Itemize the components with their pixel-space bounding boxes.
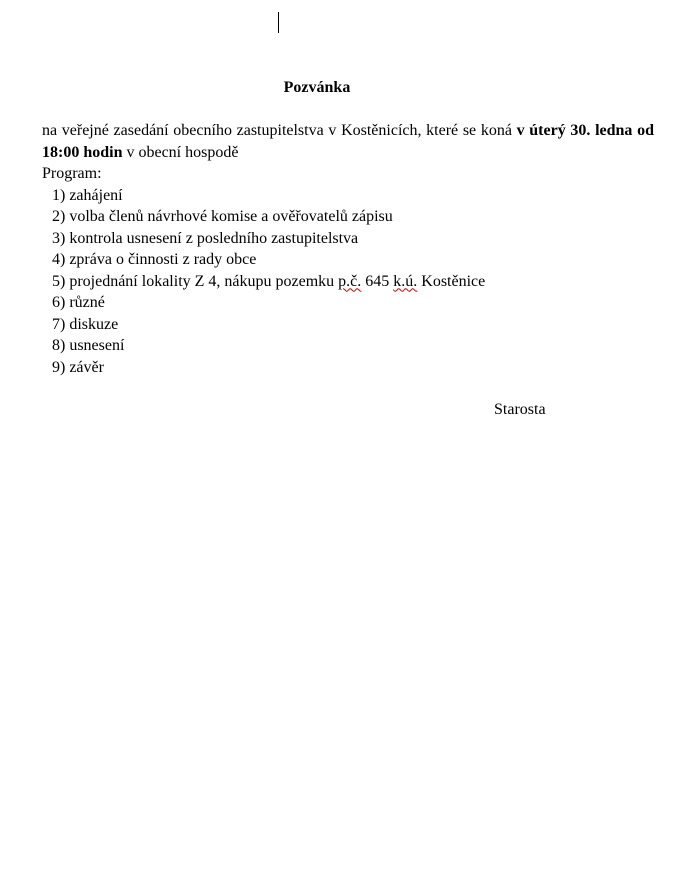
document-title: Pozvánka	[283, 79, 351, 96]
spellcheck-word-ku: k.ú.	[393, 272, 418, 290]
item-text: kontrola usnesení z posledního zastupitelstva	[69, 229, 359, 247]
list-item	[52, 357, 485, 379]
item-number: 4)	[52, 251, 66, 268]
list-item	[52, 206, 485, 228]
intro-text-before: na veřejné zasedání obecního zastupitelstva v Kostěnicích, které se koná	[42, 122, 517, 139]
text-cursor	[278, 12, 279, 33]
item-number: 3)	[52, 229, 66, 247]
item-text: zpráva o činnosti z rady obce	[69, 251, 257, 268]
signature: Starosta	[494, 401, 546, 418]
list-item	[52, 228, 485, 250]
item-text: diskuze	[69, 315, 119, 333]
spellcheck-word-pc: p.č.	[338, 272, 362, 290]
item-text: závěr	[69, 358, 104, 376]
item-number: 8)	[52, 337, 66, 354]
list-item	[52, 314, 485, 336]
item-number: 5)	[52, 272, 66, 290]
item-text: zahájení	[69, 186, 123, 204]
program-list	[52, 185, 485, 379]
list-item	[52, 271, 485, 293]
item-text: usnesení	[69, 337, 125, 354]
item-number: 9)	[52, 358, 66, 376]
item-text: volba členů návrhové komise a ověřovatelů zápisu	[69, 208, 393, 225]
list-item	[52, 185, 485, 207]
item-number: 6)	[52, 294, 66, 311]
item-text: různé	[69, 294, 105, 311]
item-number: 2)	[52, 208, 66, 225]
item-text-middle: 645	[361, 272, 394, 290]
item-text-before: projednání lokality Z 4, nákupu pozemku	[69, 272, 339, 290]
intro-text-after: v obecní hospodě	[122, 143, 239, 161]
item-number: 1)	[52, 186, 66, 204]
list-item	[52, 249, 485, 271]
program-label: Program:	[42, 165, 102, 182]
list-item	[52, 292, 485, 314]
item-text-after: Kostěnice	[417, 272, 486, 290]
item-number: 7)	[52, 315, 66, 333]
intro-bold-date: v úterý 30. ledna od 18:00 hodin	[42, 122, 654, 161]
list-item	[52, 335, 485, 357]
intro-paragraph	[42, 120, 654, 163]
